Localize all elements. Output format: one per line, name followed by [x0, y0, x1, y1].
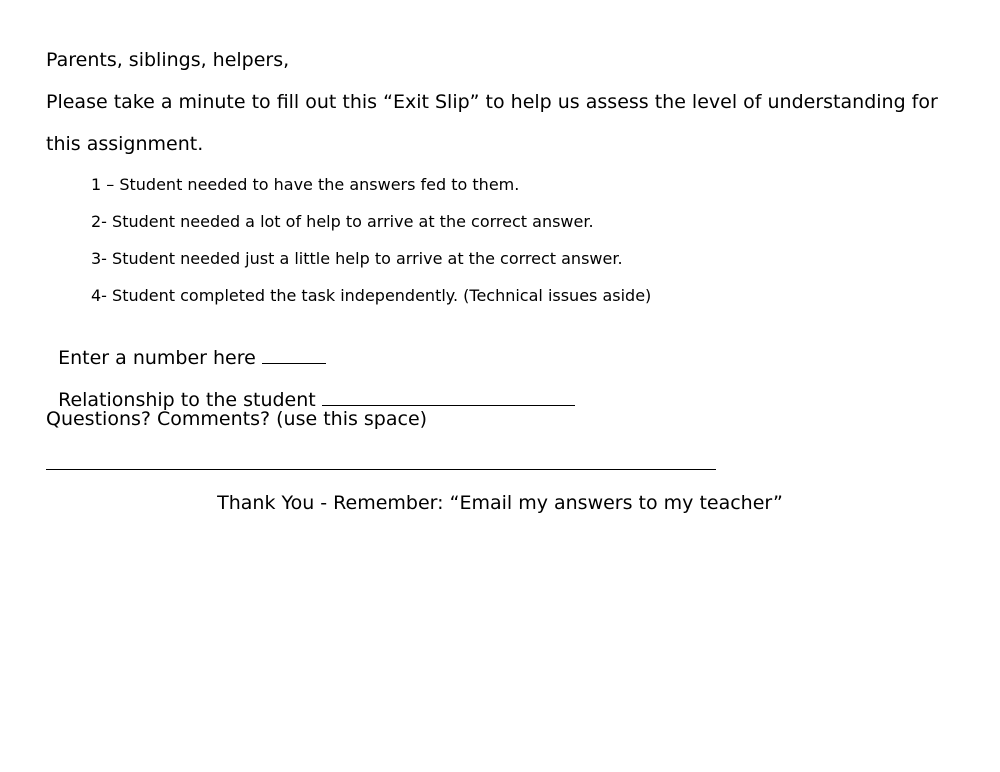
- intro-line-2: this assignment.: [46, 133, 204, 155]
- relationship-row: [46, 368, 575, 410]
- relationship-prompt-label: Relationship to the student: [58, 389, 322, 411]
- intro-line-1: Please take a minute to fill out this “Exit Slip” to help us assess the level of understanding for: [46, 91, 938, 113]
- scale-item-4: 4- Student completed the task independently. (Technical issues aside): [91, 286, 652, 305]
- scale-item-1: 1 – Student needed to have the answers fed to them.: [91, 175, 520, 194]
- comments-blank-line[interactable]: [46, 469, 716, 470]
- scale-item-3: 3- Student needed just a little help to arrive at the correct answer.: [91, 249, 623, 268]
- scale-item-2: 2- Student needed a lot of help to arrive at the correct answer.: [91, 212, 594, 231]
- questions-prompt: Questions? Comments? (use this space): [46, 408, 428, 430]
- number-prompt-label: Enter a number here: [58, 347, 262, 369]
- relationship-blank[interactable]: [322, 387, 575, 406]
- closing-note: Thank You - Remember: “Email my answers to my teacher”: [217, 492, 783, 514]
- number-entry-row: [46, 326, 326, 368]
- greeting: Parents, siblings, helpers,: [46, 49, 290, 71]
- number-blank[interactable]: [262, 345, 326, 364]
